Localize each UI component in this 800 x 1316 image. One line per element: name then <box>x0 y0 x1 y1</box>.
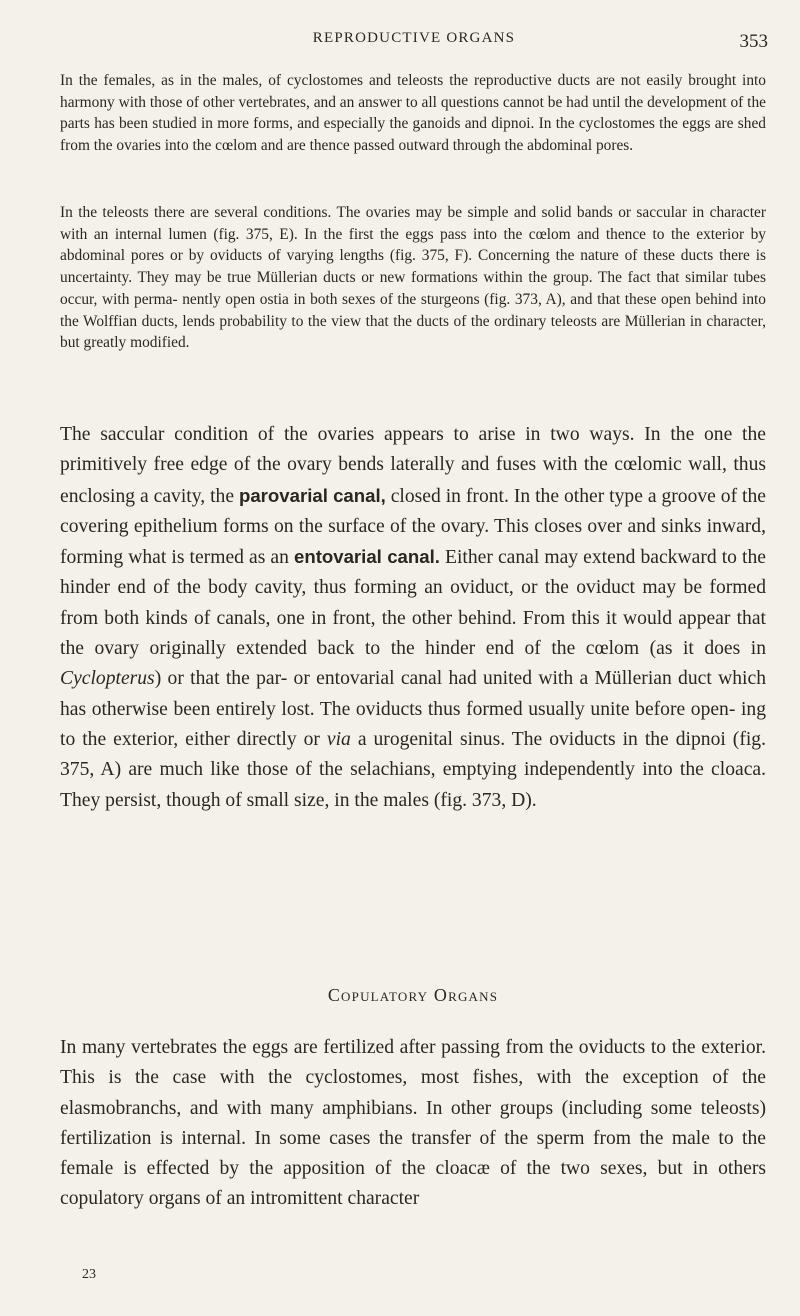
paragraph-text: In the teleosts there are several conditions. The ovaries may be simple and solid bands or saccular in character with an internal lumen (fig. 375, E). In the first the eggs pass into the cœlom and thence to the exterior by abdominal pores or by oviducts of varying lengths (fig. 375, F). Concerning the nature of these ducts there is uncertainty. They may be true Müllerian ducts or new formations within the group. The fact that similar tubes occur, with perma- nently open ostia in both sexes of the sturgeons (fig. 373, A), and that these open behind into the Wolffian ducts, lends probability to the view that the ducts of the ordinary teleosts are Müllerian in character, but greatly modified. <box>60 204 766 352</box>
text-run: The saccular condition of the ovaries appears to arise in two ways. In the one the primitively free edge of the ovary bends laterally and fuses with the cœlomic wall, thus enclosing a cavity, the <box>60 424 766 507</box>
term-cyclopterus: Cyclopterus <box>60 668 155 690</box>
running-head <box>60 30 768 54</box>
term-parovarial-canal: parovarial canal, <box>238 484 386 506</box>
paragraph-body <box>60 420 766 816</box>
paragraph-saccular-ovaries <box>60 420 766 816</box>
paragraph-teleosts <box>60 202 766 354</box>
section-heading-copulatory-organs: Copulatory Organs <box>327 985 499 1005</box>
signature-mark: 23 <box>82 1267 96 1282</box>
paragraph-text: In many vertebrates the eggs are fertilized after passing from the oviducts to the exterior. This is the case with the cyclostomes, most fishes, with the exception of the elasmobranchs, and with many amphibians. In other groups (including some teleosts) fertilization is internal. In some cases the transfer of the sperm from the male to the female is effected by the apposition of the cloacæ of the two sexes, but in others copulatory organs of an intromittent character <box>60 1037 766 1210</box>
term-via: via <box>326 728 351 750</box>
text-run: Either canal may extend backward to the hinder end of the body cavity, thus forming an oviduct, or the oviduct may be formed from both kinds of canals, one in front, the other behind. From this it would appear that the ovary originally extended back to the hinder end of the cœlom (as it does in <box>60 547 766 660</box>
paragraph-cyclostomes <box>60 70 766 157</box>
running-title: REPRODUCTIVE ORGANS <box>312 30 516 46</box>
paragraph-text: In the females, as in the males, of cyclostomes and teleosts the reproductive ducts are not easily brought into harmony with those of other vertebrates, and an answer to all questions cannot be had until the development of the parts has been studied in more forms, and especially the ganoids and dipnoi. In the cyclostomes the eggs are shed from the ovaries into the cœlom and are thence passed outward through the abdominal pores. <box>60 72 766 155</box>
text-run: a urogenital sinus. The oviducts in the dipnoi (fig. 375, A) are much like those of the selachians, emptying independently into the cloaca. They persist, though of small size, in the males (fig. 373, D). <box>60 728 766 811</box>
text-run: closed in front. In the other type a groove of the covering epithelium forms on the surface of the ovary. This closes over and sinks inward, forming what is termed as an <box>60 485 766 569</box>
paragraph-copulatory-organs <box>60 1033 766 1215</box>
term-entovarial-canal: entovarial canal. <box>294 546 440 568</box>
text-run: ) or that the par- or entovarial canal had united with a Müllerian duct which has otherwise been entirely lost. The oviducts thus formed usually unite before open- ing to the exterior, either directly or <box>60 668 766 750</box>
page-number: 353 <box>739 31 768 52</box>
